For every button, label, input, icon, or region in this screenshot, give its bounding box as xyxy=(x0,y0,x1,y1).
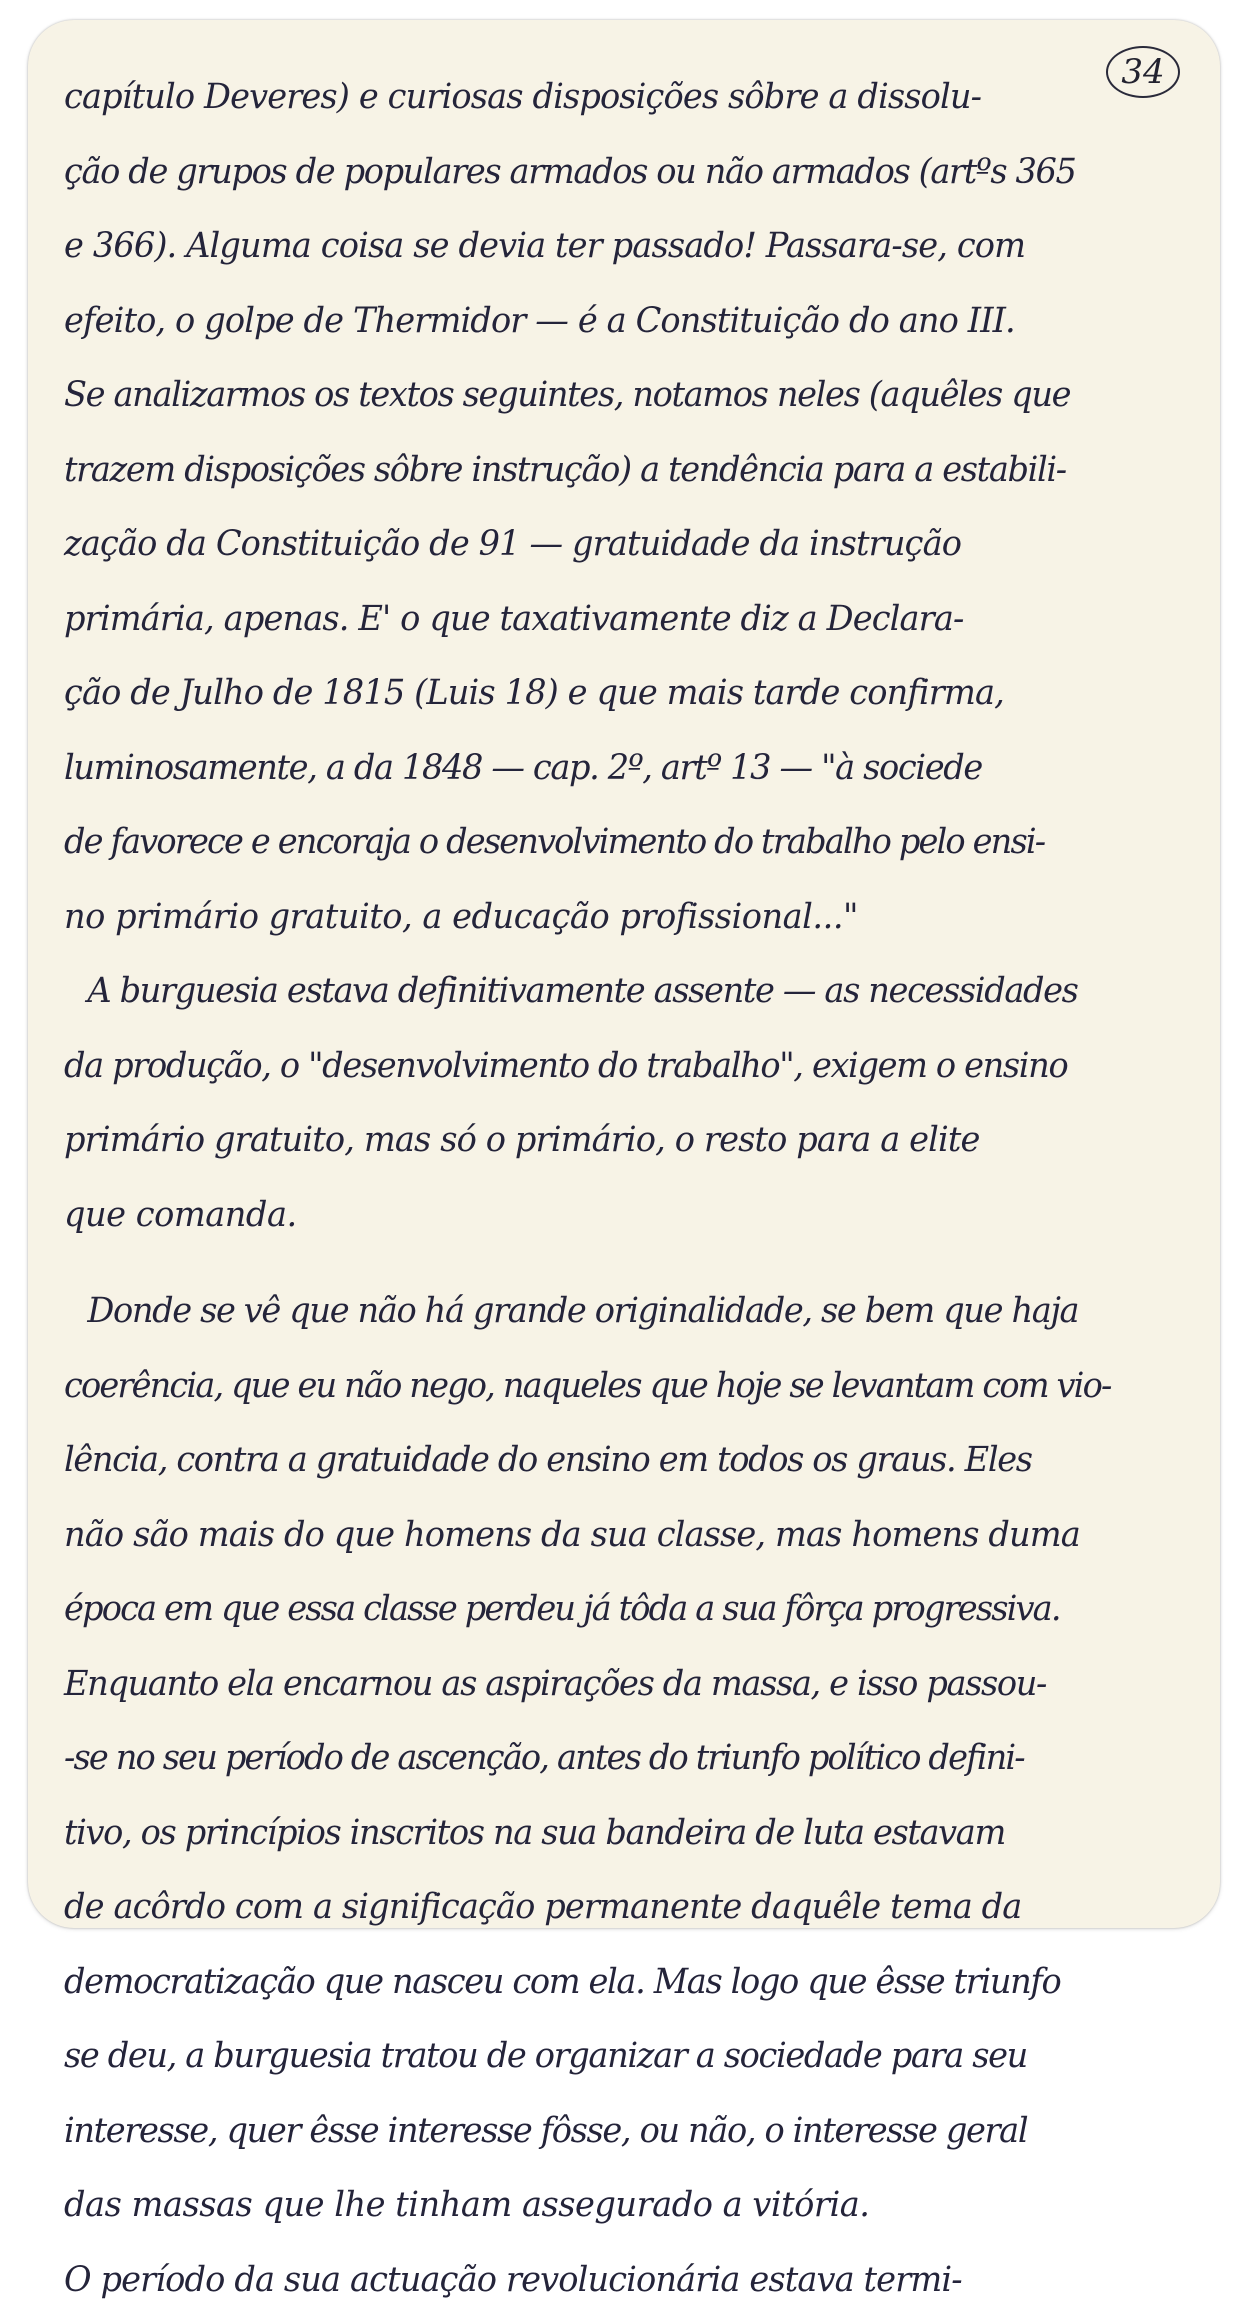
text-line: efeito, o golpe de Thermidor — é a Constituição do ano III. xyxy=(64,284,1204,359)
text-line: ção de grupos de populares armados ou não armados (artºs 365 xyxy=(64,135,1204,210)
text-line: de acôrdo com a significação permanente daquêle tema da xyxy=(64,1870,1204,1945)
text-line: lência, contra a gratuidade do ensino em todos os graus. Eles xyxy=(64,1423,1204,1498)
text-line: trazem disposições sôbre instrução) a tendência para a estabili- xyxy=(64,433,1204,508)
text-line: ção de Julho de 1815 (Luis 18) e que mais tarde confirma, xyxy=(64,656,1204,731)
text-line: de favorece e encoraja o desenvolvimento do trabalho pelo ensi- xyxy=(64,805,1204,880)
text-line: Donde se vê que não há grande originalidade, se bem que haja xyxy=(64,1274,1204,1349)
text-line: e 366). Alguma coisa se devia ter passado! Passara-se, com xyxy=(64,209,1204,284)
text-line: primário gratuito, mas só o primário, o resto para a elite xyxy=(64,1103,1204,1178)
text-line: que comanda. xyxy=(64,1178,1204,1253)
manuscript-page xyxy=(28,20,1220,1928)
text-line: A burguesia estava definitivamente assente — as necessidades xyxy=(64,954,1204,1029)
handwritten-text xyxy=(64,60,1234,2317)
text-line: zação da Constituição de 91 — gratuidade da instrução xyxy=(64,507,1204,582)
text-line: -se no seu período de ascenção, antes do triunfo político defini- xyxy=(64,1721,1204,1796)
text-line: da produção, o "desenvolvimento do trabalho", exigem o ensino xyxy=(64,1029,1204,1104)
text-line: capítulo Deveres) e curiosas disposições sôbre a dissolu- xyxy=(64,60,1204,135)
text-line: coerência, que eu não nego, naqueles que hoje se levantam com vio- xyxy=(64,1349,1204,1424)
page-number: 34 xyxy=(1106,46,1180,98)
text-line: democratização que nasceu com ela. Mas logo que êsse triunfo xyxy=(64,1945,1204,2020)
text-line: interesse, quer êsse interesse fôsse, ou não, o interesse geral xyxy=(64,2094,1204,2169)
text-line: se deu, a burguesia tratou de organizar a sociedade para seu xyxy=(64,2019,1204,2094)
text-line: época em que essa classe perdeu já tôda a sua fôrça progressiva. xyxy=(64,1572,1204,1647)
text-line: não são mais do que homens da sua classe, mas homens duma xyxy=(64,1498,1204,1573)
text-line: Se analizarmos os textos seguintes, notamos neles (aquêles que xyxy=(64,358,1204,433)
text-line: O período da sua actuação revolucionária estava termi- xyxy=(64,2243,1204,2317)
text-line: das massas que lhe tinham assegurado a vitória. xyxy=(64,2168,1204,2243)
text-line: primária, apenas. E' o que taxativamente diz a Declara- xyxy=(64,582,1204,657)
text-line: Enquanto ela encarnou as aspirações da massa, e isso passou- xyxy=(64,1647,1204,1722)
text-line: tivo, os princípios inscritos na sua bandeira de luta estavam xyxy=(64,1796,1204,1871)
text-line: luminosamente, a da 1848 — cap. 2º, artº 13 — "à sociede xyxy=(64,731,1204,806)
text-line: no primário gratuito, a educação profissional..." xyxy=(64,880,1204,955)
